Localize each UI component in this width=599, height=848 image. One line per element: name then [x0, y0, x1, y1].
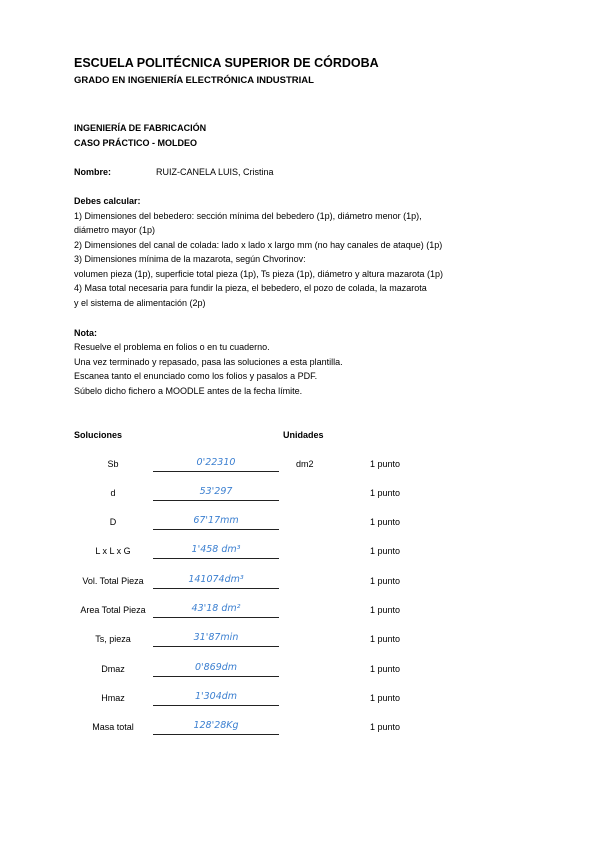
solution-label: d	[110, 488, 116, 498]
solution-answer[interactable]: 31'87min	[153, 632, 279, 647]
name-value: RUIZ-CANELA LUIS, Cristina	[156, 167, 274, 177]
units-header: Unidades	[283, 430, 324, 440]
solution-label: D	[109, 517, 117, 527]
subject-title: INGENIERÍA DE FABRICACIÓN	[74, 123, 207, 133]
case-title: CASO PRÁCTICO - MOLDEO	[74, 138, 197, 148]
solution-answer[interactable]: 0'22310	[153, 457, 279, 472]
solution-points: 1 punto	[370, 605, 401, 615]
solution-label: Area Total Pieza	[80, 605, 146, 615]
solution-answer[interactable]: 53'297	[153, 486, 279, 501]
name-label: Nombre:	[74, 167, 112, 177]
note-title: Nota:	[74, 328, 97, 338]
solution-answer[interactable]: 67'17mm	[153, 515, 279, 530]
task-line: 2) Dimensiones del canal de colada: lado x lado x largo mm (no hay canales de ataque) (1p)	[74, 240, 443, 250]
solution-label: Ts, pieza	[95, 634, 131, 644]
note-line: Resuelve el problema en folios o en tu cuaderno.	[74, 342, 270, 352]
solution-label: Vol. Total Pieza	[82, 576, 144, 586]
school-title: ESCUELA POLITÉCNICA SUPERIOR DE CÓRDOBA	[74, 56, 379, 70]
solution-points: 1 punto	[370, 664, 401, 674]
solution-answer[interactable]: 128'28Kg	[153, 720, 279, 735]
solution-points: 1 punto	[370, 634, 401, 644]
solution-answer[interactable]: 1'304dm	[153, 691, 279, 706]
solution-answer[interactable]: 0'869dm	[153, 662, 279, 677]
solution-points: 1 punto	[370, 693, 401, 703]
solutions-header: Soluciones	[74, 430, 123, 440]
task-line: y el sistema de alimentación (2p)	[74, 298, 206, 308]
solution-answer[interactable]: 1'458 dm³	[153, 544, 279, 559]
solution-label: L x L x G	[95, 546, 131, 556]
solution-label: Dmaz	[101, 664, 125, 674]
task-line: 3) Dimensiones mínima de la mazarota, según Chvorinov:	[74, 254, 306, 264]
note-line: Escanea tanto el enunciado como los folios y pasalos a PDF.	[74, 371, 318, 381]
task-line: volumen pieza (1p), superficie total pieza (1p), Ts pieza (1p), diámetro y altura mazarota (1p)	[74, 269, 444, 279]
tasks-title: Debes calcular:	[74, 196, 141, 206]
note-line: Una vez terminado y repasado, pasa las soluciones a esta plantilla.	[74, 357, 343, 367]
solution-points: 1 punto	[370, 546, 401, 556]
solution-points: 1 punto	[370, 517, 401, 527]
solution-points: 1 punto	[370, 722, 401, 732]
task-line: 1) Dimensiones del bebedero: sección mínima del bebedero (1p), diámetro menor (1p),	[74, 211, 422, 221]
solution-answer[interactable]: 141074dm³	[153, 574, 279, 589]
solution-points: 1 punto	[370, 576, 401, 586]
solution-points: 1 punto	[370, 459, 401, 469]
task-line: diámetro mayor (1p)	[74, 225, 156, 235]
solution-label: Masa total	[92, 722, 134, 732]
solution-unit: dm2	[296, 459, 314, 469]
solution-answer[interactable]: 43'18 dm²	[153, 603, 279, 618]
solution-label: Hmaz	[101, 693, 125, 703]
degree-title: GRADO EN INGENIERÍA ELECTRÓNICA INDUSTRIAL	[74, 75, 314, 86]
task-line: 4) Masa total necesaria para fundir la pieza, el bebedero, el pozo de colada, la mazarota	[74, 283, 427, 293]
solution-points: 1 punto	[370, 488, 401, 498]
solution-label: Sb	[107, 459, 119, 469]
note-line: Súbelo dicho fichero a MOODLE antes de la fecha límite.	[74, 386, 303, 396]
